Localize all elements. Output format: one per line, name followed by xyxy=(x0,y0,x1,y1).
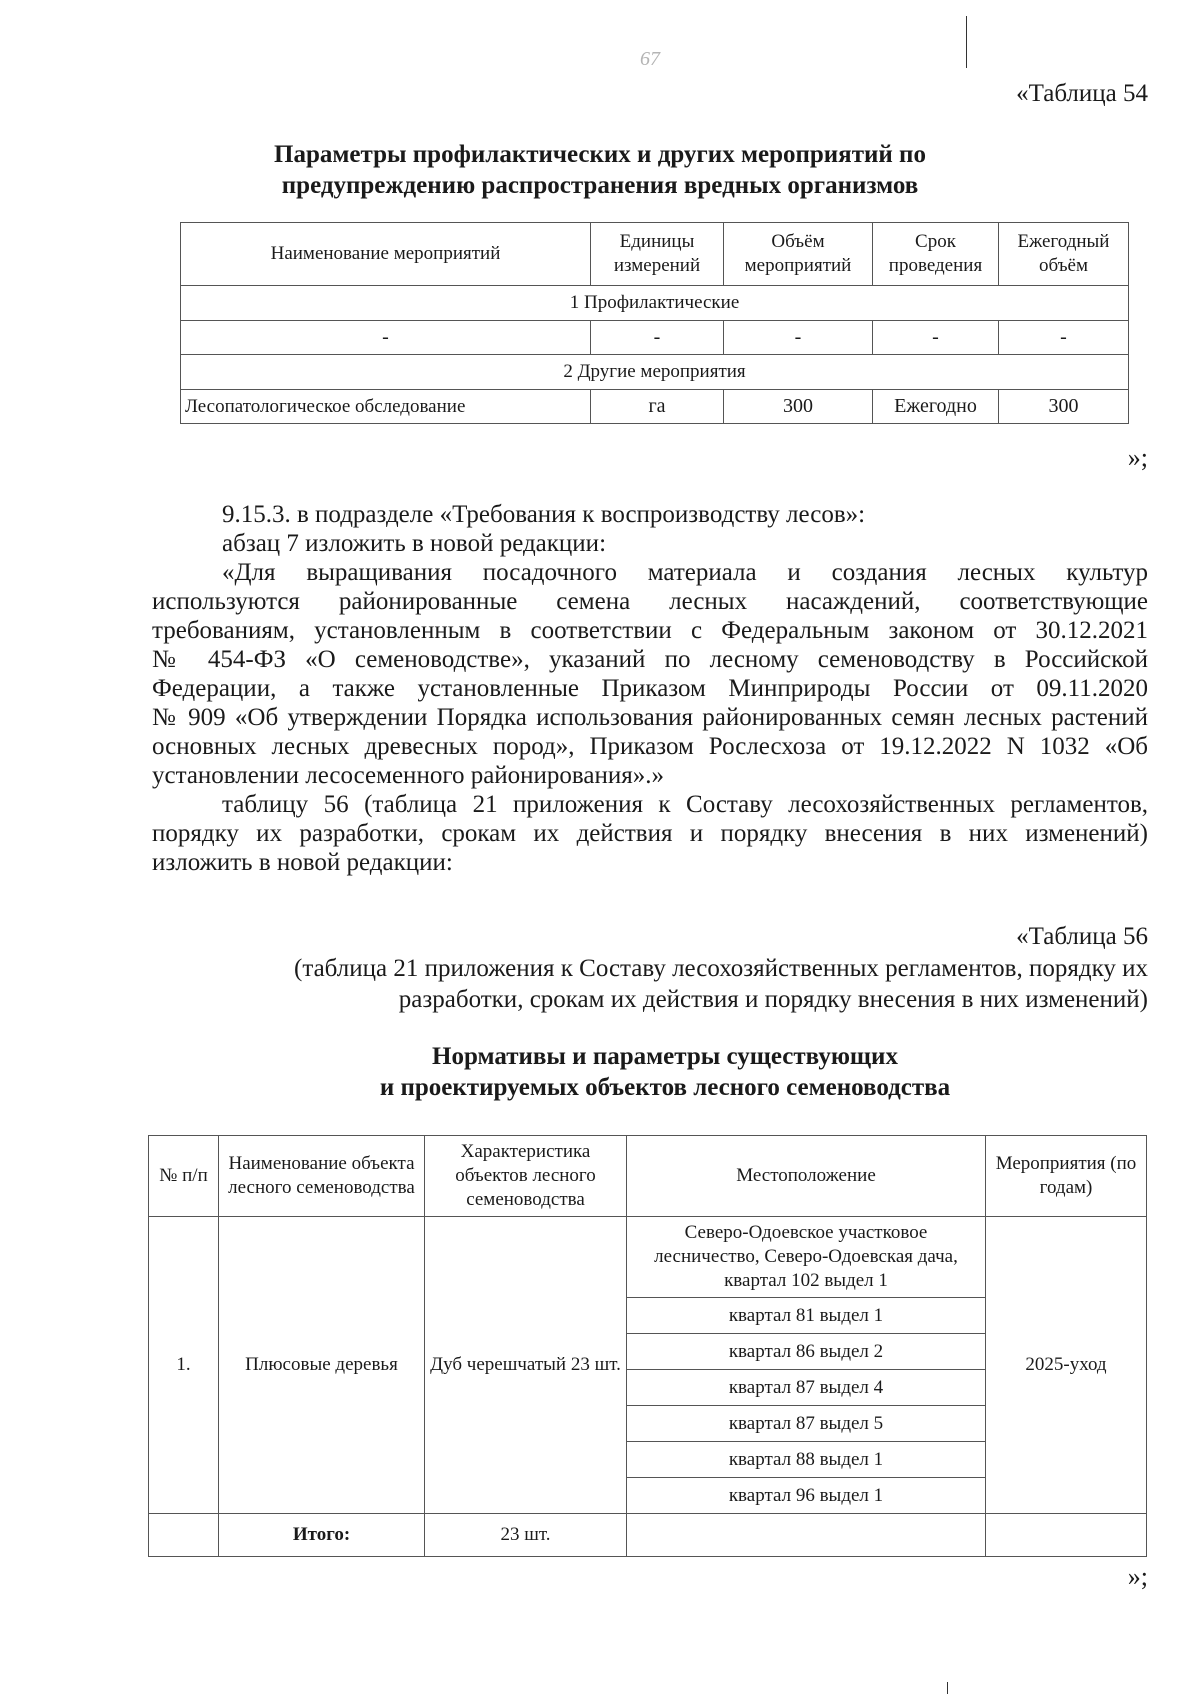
table56-header-row xyxy=(149,1136,1147,1217)
table56-subcaption-line-2: разработки, срокам их действия и порядку внесения в них изменений) xyxy=(398,986,1148,1013)
table56-title-line-1: Нормативы и параметры существующих xyxy=(432,1043,898,1070)
table54-title-line-1: Параметры профилактических и других мероприятий по xyxy=(274,141,926,168)
table56-cell-location: квартал 96 выдел 1 xyxy=(627,1478,986,1514)
table54-header-row xyxy=(181,223,1129,286)
table56-closing: »; xyxy=(1127,1562,1148,1591)
paragraph-9-15-3: 9.15.3. в подразделе «Требования к воспроизводству лесов»: xyxy=(222,501,866,528)
table54-title xyxy=(0,139,1200,201)
page-number: 67 xyxy=(640,48,660,70)
table54-section-title: 2 Другие мероприятия xyxy=(181,355,1129,390)
paragraph-table56-intro xyxy=(152,790,1148,877)
table56 xyxy=(148,1135,1147,1557)
table54-cell: - xyxy=(999,321,1129,355)
table54-header-annual: Ежегодный объём xyxy=(999,223,1129,286)
table56-cell-location: квартал 87 выдел 4 xyxy=(627,1370,986,1406)
quote-line-1: «Для выращивания посадочного материала и создания лесных культур xyxy=(222,559,1148,586)
table54-header-volume: Объём мероприятий xyxy=(724,223,873,286)
quote-line-3: требованиям, установленным в соответствии с Федеральным законом от 30.12.2021 xyxy=(152,617,1148,644)
table54-cell: - xyxy=(181,321,591,355)
table54-header-name: Наименование мероприятий xyxy=(181,223,591,286)
table54-closing: »; xyxy=(1127,443,1148,472)
paragraph-quote xyxy=(152,558,1148,790)
quote-line-2: используются районированные семена лесных насаждений, соответствующие xyxy=(152,588,1148,615)
table56-row xyxy=(149,1217,1147,1298)
table56-total-row xyxy=(149,1514,1147,1557)
table54-header-term: Срок проведения xyxy=(873,223,999,286)
table54-section-row xyxy=(181,286,1129,321)
table56-total-value: 23 шт. xyxy=(425,1514,627,1557)
table54-header-units: Единицы измерений xyxy=(591,223,724,286)
table56-total-label: Итого: xyxy=(219,1514,425,1557)
quote-line-7: основных лесных древесных пород», Приказом Рослесхоза от 19.12.2022 N 1032 «Об xyxy=(152,733,1148,760)
table56-total-empty xyxy=(986,1514,1147,1557)
quote-line-8: установлении лесосеменного районирования».» xyxy=(152,762,665,789)
table56-cell-location: квартал 86 выдел 2 xyxy=(627,1334,986,1370)
intro-line-2: порядку их разработки, срокам их действия и порядку внесения в них изменений) xyxy=(152,820,1148,847)
table56-cell-location: Северо-Одоевское участковое лесничество, Северо-Одоевская дача, квартал 102 выдел 1 xyxy=(627,1217,986,1298)
table54-section-title: 1 Профилактические xyxy=(181,286,1129,321)
table56-cell-num: 1. xyxy=(149,1217,219,1514)
table54-cell: - xyxy=(724,321,873,355)
body-text xyxy=(152,500,1148,877)
table56-header-name: Наименование объекта лесного семеноводства xyxy=(219,1136,425,1217)
paragraph-abzac-7: абзац 7 изложить в новой редакции: xyxy=(222,530,607,557)
table56-cell-name: Плюсовые деревья xyxy=(219,1217,425,1514)
table56-subcaption-line-1: (таблица 21 приложения к Составу лесохозяйственных регламентов, порядку их xyxy=(294,955,1148,982)
table56-cell-location: квартал 81 выдел 1 xyxy=(627,1298,986,1334)
table54-title-line-2: предупреждению распространения вредных организмов xyxy=(281,172,919,199)
table56-subcaption xyxy=(294,953,1148,1015)
table56-title-line-2: и проектируемых объектов лесного семеноводства xyxy=(379,1074,951,1101)
table54 xyxy=(180,222,1129,424)
table56-header-measures: Мероприятия (по годам) xyxy=(986,1136,1147,1217)
table56-header-location: Местоположение xyxy=(627,1136,986,1217)
table54-cell: 300 xyxy=(999,390,1129,424)
intro-line-3: изложить в новой редакции: xyxy=(152,849,453,876)
table54-cell: га xyxy=(591,390,724,424)
table54-cell: 300 xyxy=(724,390,873,424)
table54-row xyxy=(181,390,1129,424)
intro-line-1: таблицу 56 (таблица 21 приложения к Составу лесохозяйственных регламентов, xyxy=(222,791,1148,818)
quote-line-6: № 909 «Об утверждении Порядка использования районированных семян лесных растений xyxy=(152,704,1148,731)
table54-cell: - xyxy=(591,321,724,355)
table56-title xyxy=(130,1041,1200,1103)
scan-mark-top xyxy=(966,16,967,68)
table56-total-empty xyxy=(149,1514,219,1557)
table54-cell: Ежегодно xyxy=(873,390,999,424)
table56-cell-location: квартал 88 выдел 1 xyxy=(627,1442,986,1478)
scan-mark-bottom xyxy=(947,1682,948,1694)
table56-label: «Таблица 56 xyxy=(1016,923,1148,950)
quote-line-5: Федерации, а также установленные Приказом Минприроды России от 09.11.2020 xyxy=(152,675,1148,702)
quote-line-4: № 454-ФЗ «О семеноводстве», указаний по лесному семеноводству в Российской xyxy=(152,646,1148,673)
table54-cell: - xyxy=(873,321,999,355)
table56-total-empty xyxy=(627,1514,986,1557)
table56-header-characteristic: Характеристика объектов лесного семеноводства xyxy=(425,1136,627,1217)
table54-cell: Лесопатологическое обследование xyxy=(181,390,591,424)
table54-row xyxy=(181,321,1129,355)
table56-header-num: № п/п xyxy=(149,1136,219,1217)
table54-label: «Таблица 54 xyxy=(1016,80,1148,107)
table54-section-row xyxy=(181,355,1129,390)
table56-cell-location: квартал 87 выдел 5 xyxy=(627,1406,986,1442)
table56-cell-measures: 2025-уход xyxy=(986,1217,1147,1514)
table56-cell-characteristic: Дуб черешчатый 23 шт. xyxy=(425,1217,627,1514)
